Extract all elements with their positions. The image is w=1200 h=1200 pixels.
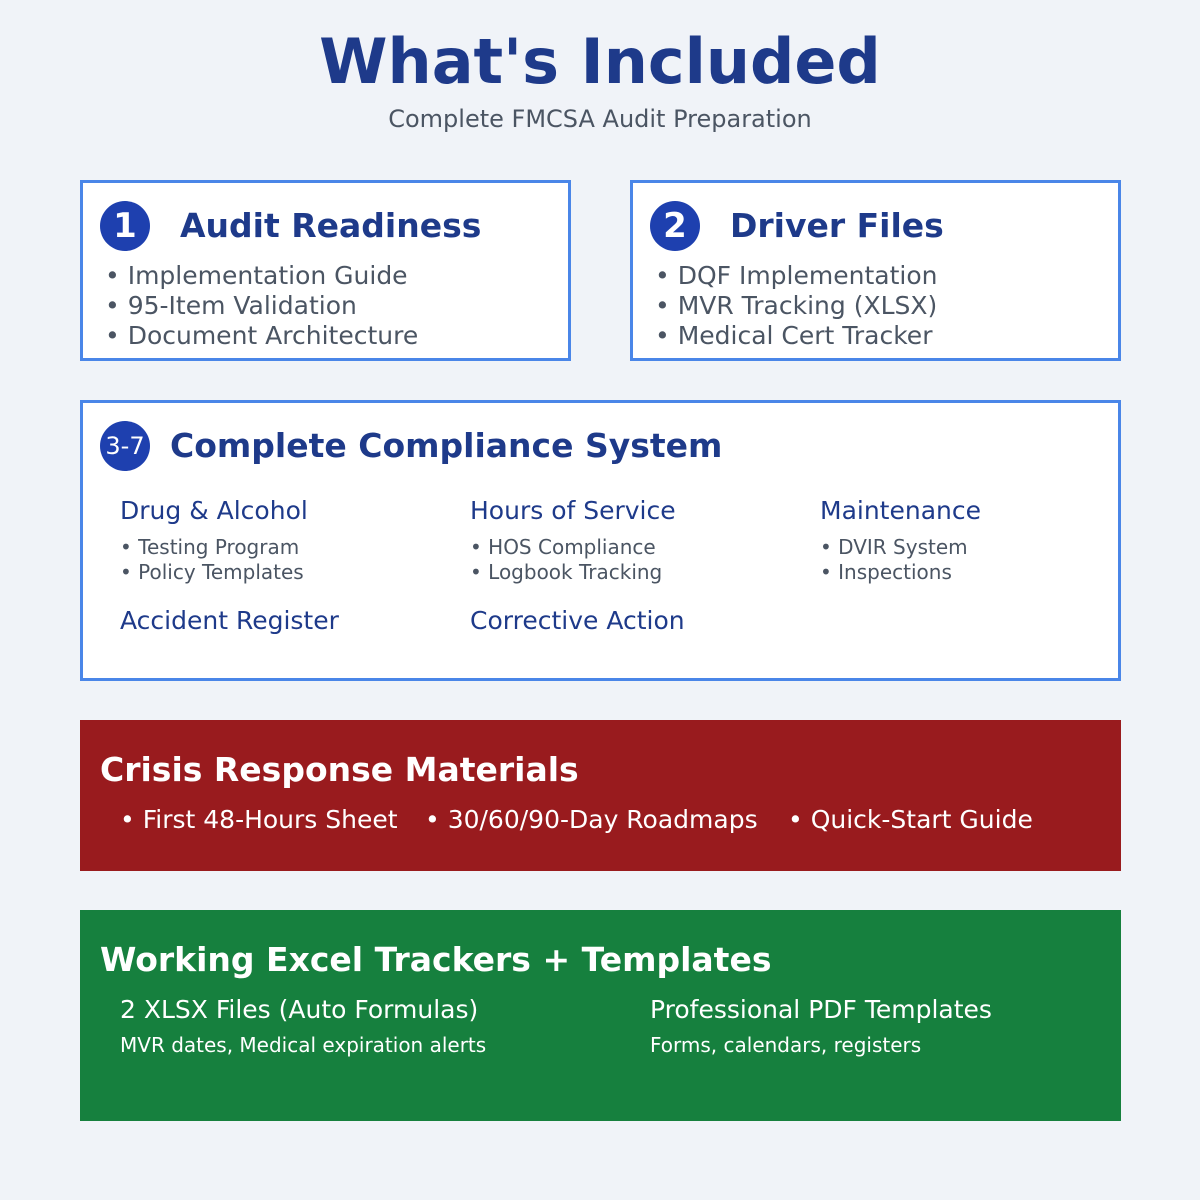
list-item: • First 48-Hours Sheet xyxy=(120,805,398,834)
driver-files-card xyxy=(630,180,1121,361)
list-item: • Testing Program xyxy=(120,535,300,559)
list-item: • MVR Tracking (XLSX) xyxy=(655,291,938,320)
list-item: • 95-Item Validation xyxy=(105,291,357,320)
accident-register-heading: Accident Register xyxy=(120,606,339,635)
hours-of-service-heading: Hours of Service xyxy=(470,496,676,525)
audit-readiness-card xyxy=(80,180,571,361)
panel-title: Crisis Response Materials xyxy=(100,750,579,789)
list-item: • HOS Compliance xyxy=(470,535,656,559)
step-range-badge: 3-7 xyxy=(100,421,150,471)
page-subtitle: Complete FMCSA Audit Preparation xyxy=(388,105,812,133)
list-item: • Medical Cert Tracker xyxy=(655,321,933,350)
list-item: • Implementation Guide xyxy=(105,261,408,290)
pdf-templates-heading: Professional PDF Templates xyxy=(650,995,992,1024)
list-item: • Policy Templates xyxy=(120,560,304,584)
list-item: • Inspections xyxy=(820,560,952,584)
xlsx-files-heading: 2 XLSX Files (Auto Formulas) xyxy=(120,995,479,1024)
xlsx-files-detail: MVR dates, Medical expiration alerts xyxy=(120,1033,487,1057)
drug-alcohol-heading: Drug & Alcohol xyxy=(120,496,308,525)
list-item: • Quick-Start Guide xyxy=(788,805,1033,834)
compliance-system-card xyxy=(80,400,1121,681)
step-number-badge: 2 xyxy=(650,201,700,251)
list-item: • DQF Implementation xyxy=(655,261,938,290)
maintenance-heading: Maintenance xyxy=(820,496,981,525)
step-number-badge: 1 xyxy=(100,201,150,251)
excel-trackers-panel xyxy=(80,910,1121,1121)
card-title: Complete Compliance System xyxy=(170,426,723,465)
panel-title: Working Excel Trackers + Templates xyxy=(100,940,772,979)
list-item: • DVIR System xyxy=(820,535,968,559)
card-title: Driver Files xyxy=(730,206,944,245)
list-item: • 30/60/90-Day Roadmaps xyxy=(425,805,758,834)
list-item: • Document Architecture xyxy=(105,321,419,350)
card-title: Audit Readiness xyxy=(180,206,482,245)
list-item: • Logbook Tracking xyxy=(470,560,663,584)
pdf-templates-detail: Forms, calendars, registers xyxy=(650,1033,922,1057)
crisis-response-panel xyxy=(80,720,1121,871)
corrective-action-heading: Corrective Action xyxy=(470,606,685,635)
page-title: What's Included xyxy=(319,25,881,98)
